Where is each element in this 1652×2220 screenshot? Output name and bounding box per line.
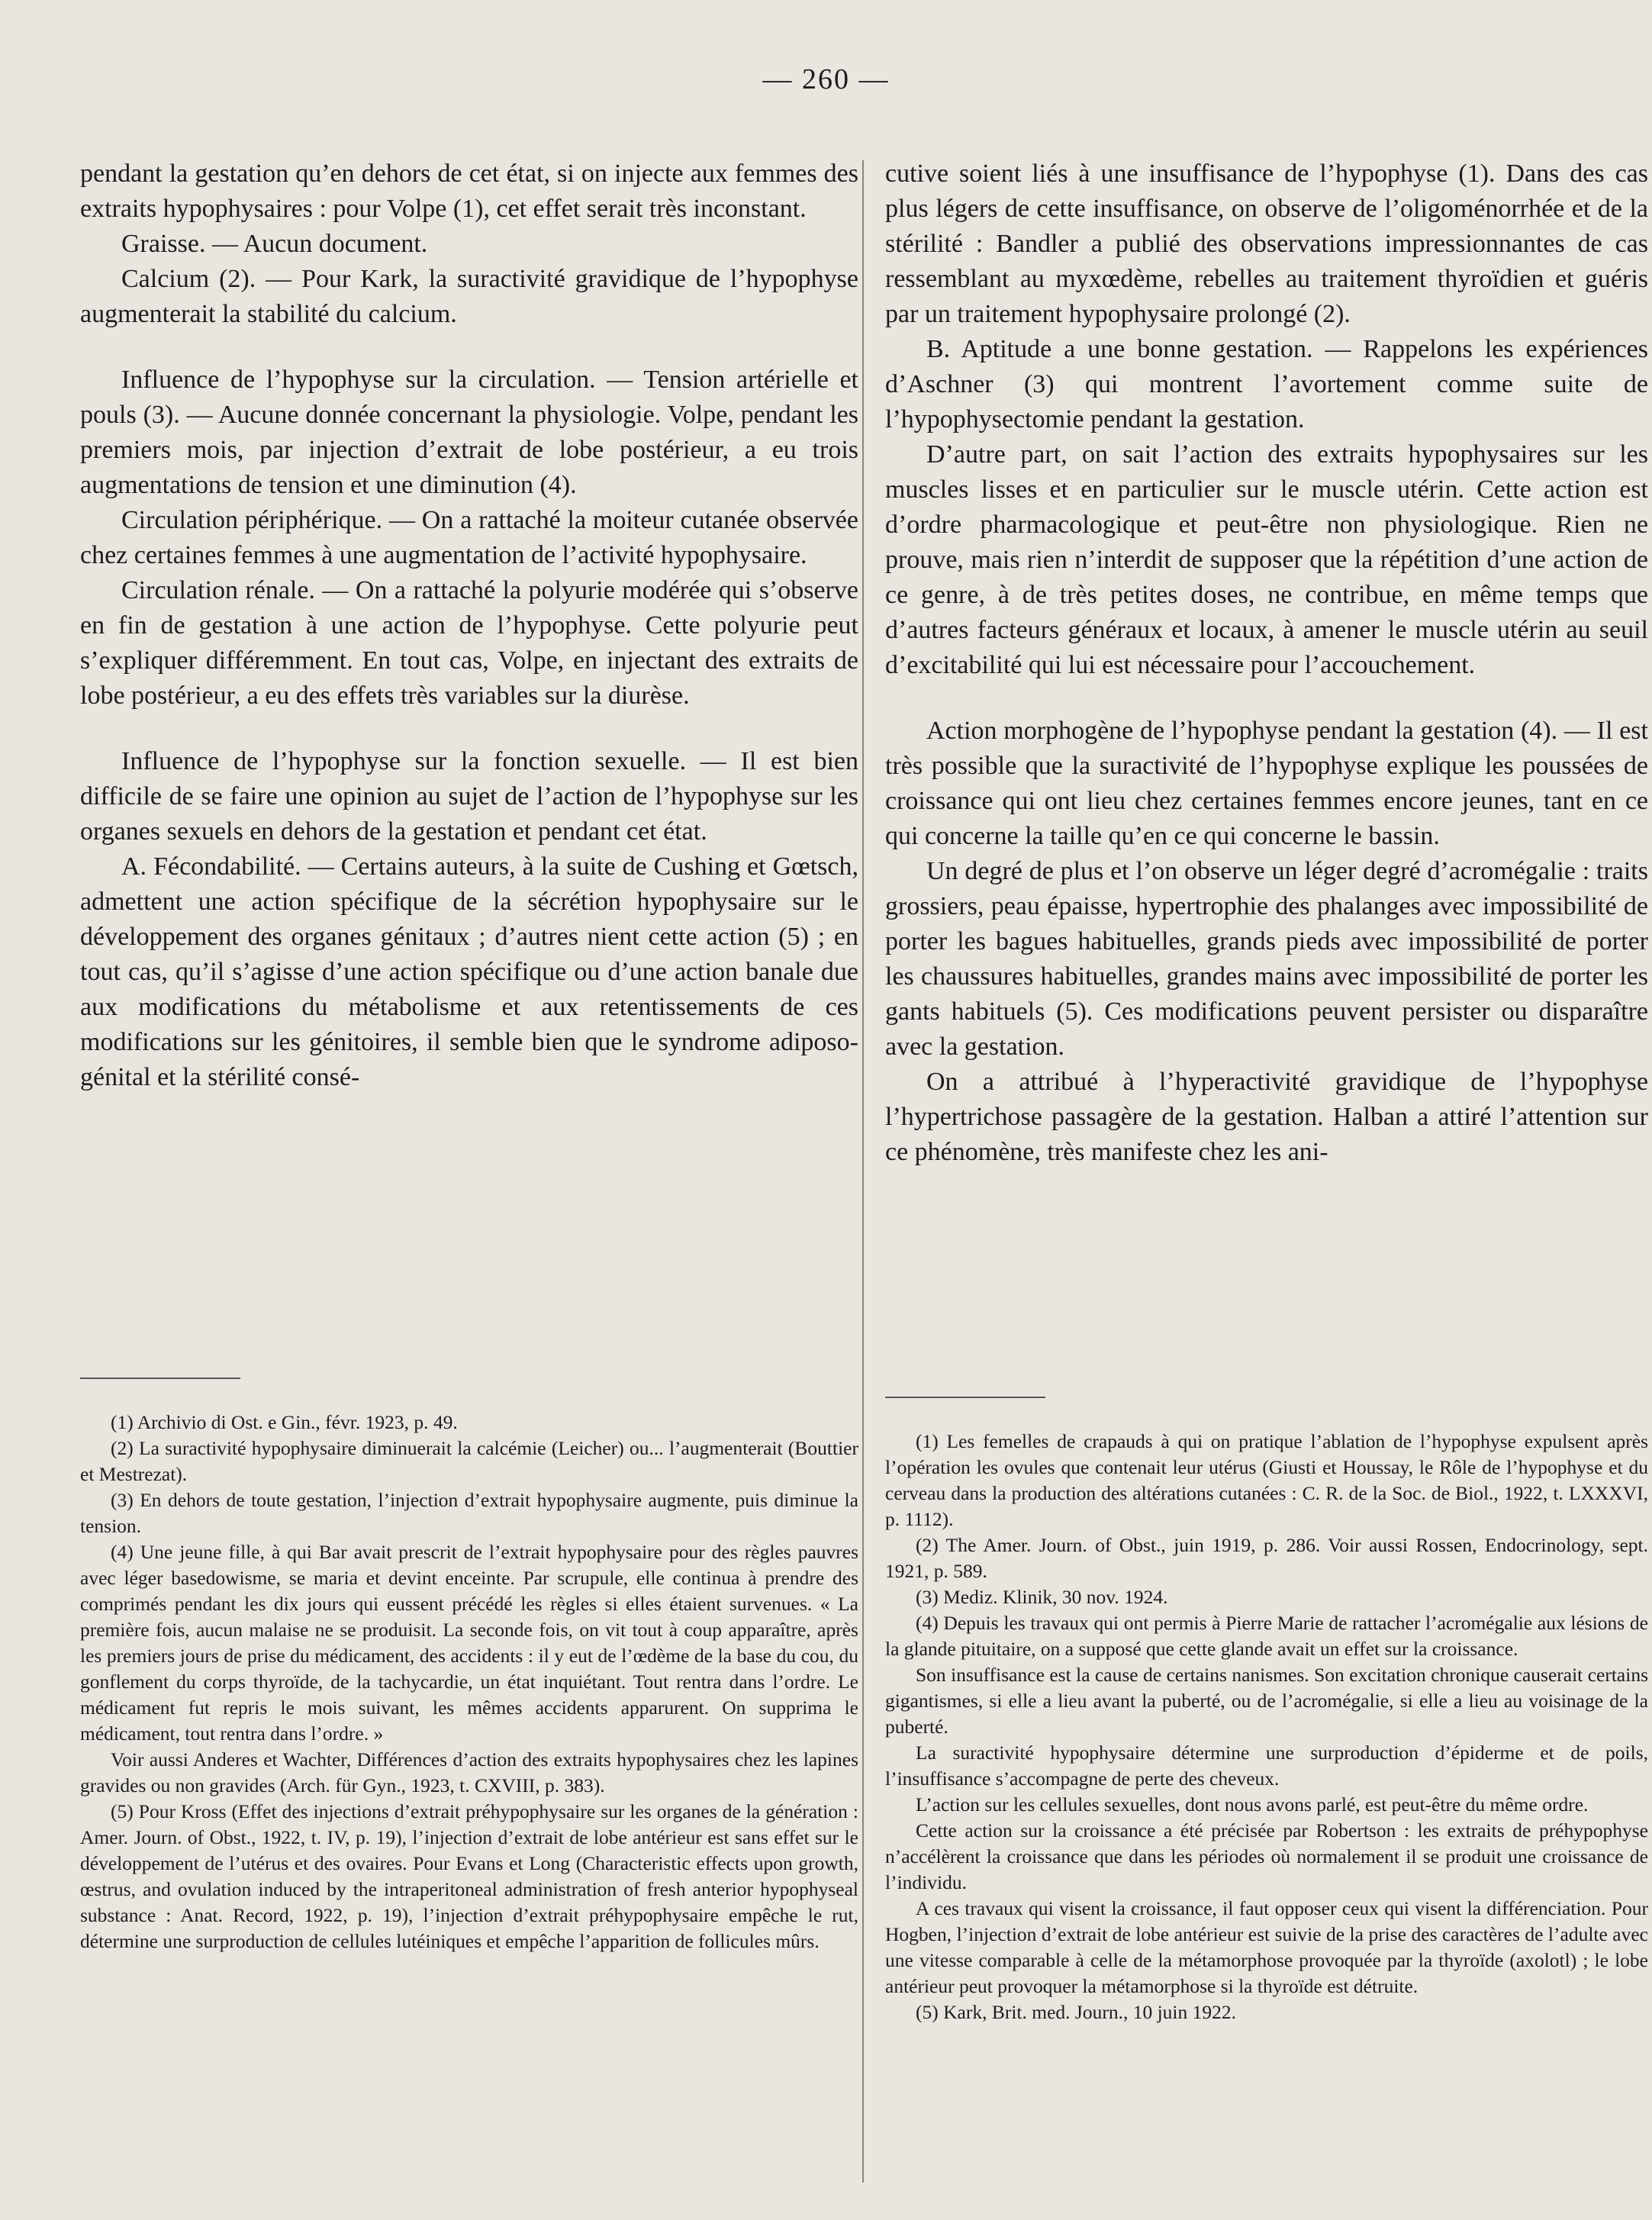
- footnote: A ces travaux qui visent la croissance, il faut opposer ceux qui visent la différenciation. Pour Hogben, l’injection d’extrait de lobe antérieur est suivie de la prise des caractères de l’adulte avec une vitesse comparable à celle de la métamorphose provoquée par la thyroïde (axolotl) ; le lobe antérieur peut provoquer la métamorphose si la thyroïde est détruite.: [885, 1897, 1648, 1997]
- section-paragraph-morphogene: Action morphogène de l’hypophyse pendant la gestation (4). — Il est très possible que la suractivité de l’hypophyse explique les poussées de croissance qui ont lieu chez certaines femmes encore jeunes, tant en ce qui concerne la taille qu’en ce qui concerne le bassin.: [885, 717, 1648, 850]
- footnote: Cette action sur la croissance a été précisée par Robertson : les extraits de préhypophyse n’accélèrent la croissance que dans les périodes où normalement il se produit une croissance de l’individu.: [885, 1819, 1648, 1893]
- footnote: Son insuffisance est la cause de certains nanismes. Son excitation chronique causerait certains gigantismes, si elle a lieu avant la puberté, ou de l’acromégalie, si elle a lieu au voisinage de la puberté.: [885, 1664, 1648, 1738]
- footnote: (4) Depuis les travaux qui ont permis à Pierre Marie de rattacher l’acromégalie aux lésions de la glande pituitaire, on a supposé que cette glande avait un effet sur la croissance.: [885, 1612, 1648, 1660]
- paragraph: Circulation périphérique. — On a rattaché la moiteur cutanée observée chez certaines femmes à une augmentation de l’activité hypophysaire.: [80, 506, 858, 569]
- footnote: Voir aussi Anderes et Wachter, Différences d’action des extraits hypophysaires chez les lapines gravides ou non gravides (Arch. für Gyn., 1923, t. CXVIII, p. 383).: [80, 1748, 858, 1796]
- section-paragraph-fonction-sexuelle: Influence de l’hypophyse sur la fonction sexuelle. — Il est bien difficile de se faire une opinion au sujet de l’action de l’hypophyse sur les organes sexuels en dehors de la gestation et pendant cet état.: [80, 747, 858, 846]
- footnote: (1) Les femelles de crapauds à qui on pratique l’ablation de l’hypophyse expulsent après l’opération les ovules que contenait leur utérus (Giusti et Houssay, le Rôle de l’hypophyse et du cerveau dans la production des altérations cutanées : C. R. de la Soc. de Biol., 1922, t. LXXXVI, p. 1112).: [885, 1430, 1648, 1530]
- footnote: (2) La suractivité hypophysaire diminuerait la calcémie (Leicher) ou... l’augmenterait (Bouttier et Mestrezat).: [80, 1437, 858, 1485]
- footnote: La suractivité hypophysaire détermine une surproduction d’épiderme et de poils, l’insuffisance s’accompagne de perte des cheveux.: [885, 1742, 1648, 1790]
- footnote: (5) Kark, Brit. med. Journ., 10 juin 1922.: [916, 2001, 1236, 2023]
- footnote: (3) En dehors de toute gestation, l’injection d’extrait hypophysaire augmente, puis diminue la tension.: [80, 1489, 858, 1537]
- section-paragraph-circulation: Influence de l’hypophyse sur la circulation. — Tension artérielle et pouls (3). — Aucune donnée concernant la physiologie. Volpe, pendant les premiers mois, par injection d’extrait de lobe postérieur, a eu trois augmentations de tension et une diminution (4).: [80, 366, 858, 499]
- paragraph: Circulation rénale. — On a rattaché la polyurie modérée qui s’observe en fin de gestation à une action de l’hypophyse. Cette polyurie peut s’expliquer différemment. En tout cas, Volpe, en injectant des extraits de lobe postérieur, a eu des effets très variables sur la diurèse.: [80, 576, 858, 710]
- footnote: (4) Une jeune fille, à qui Bar avait prescrit de l’extrait hypophysaire pour des règles pauvres avec léger basedowisme, se maria et devint enceinte. Par scrupule, elle continua à prendre des comprimés pendant les dix jours qui eussent précédé les règles si elles étaient survenues. « La première fois, aucun malaise ne se produisit. La seconde fois, on vit tout à coup apparaître, après les premiers jours de prise du médicament, des accidents : il y eut de l’œdème de la base du cou, du gonflement du corps thyroïde, de la tachycardie, un état inquiétant. Tout rentra dans l’ordre. Le médicament fut repris le mois suivant, les mêmes accidents apparurent. On supprima le médicament, tout rentra dans l’ordre. »: [80, 1541, 858, 1745]
- footnote: (2) The Amer. Journ. of Obst., juin 1919, p. 286. Voir aussi Rossen, Endocrinology, sept. 1921, p. 589.: [885, 1534, 1648, 1582]
- footnote: (1) Archivio di Ost. e Gin., févr. 1923, p. 49.: [111, 1411, 458, 1433]
- paragraph: D’autre part, on sait l’action des extraits hypophysaires sur les muscles lisses et en particulier sur le muscle utérin. Cette action est d’ordre pharmacologique et peut-être non physiologique. Rien ne prouve, mais rien n’interdit de supposer que la répétition d’une action de ce genre, à de très petites doses, ne contribue, en même temps que d’autres facteurs généraux et locaux, à amener le muscle utérin au seuil d’excitabilité qui lui est nécessaire pour l’accouchement.: [885, 440, 1648, 679]
- paragraph: pendant la gestation qu’en dehors de cet état, si on injecte aux femmes des extraits hypophysaires : pour Volpe (1), cet effet serait très inconstant.: [80, 159, 858, 223]
- footnote: (3) Mediz. Klinik, 30 nov. 1924.: [916, 1586, 1168, 1608]
- page-number: — 260 —: [762, 63, 890, 95]
- paragraph: B. Aptitude a une bonne gestation. — Rappelons les expériences d’Aschner (3) qui montrent l’avortement comme suite de l’hypophysectomie pendant la gestation.: [885, 335, 1648, 433]
- footnote-rule: [885, 1397, 1045, 1398]
- right-footnotes: [885, 1397, 1648, 2025]
- footnote: L’action sur les cellules sexuelles, dont nous avons parlé, est peut-être du même ordre.: [916, 1793, 1589, 1816]
- right-column: [885, 156, 1648, 1170]
- paragraph: Un degré de plus et l’on observe un léger degré d’acromégalie : traits grossiers, peau épaisse, hypertrophie des phalanges avec impossibilité de porter les bagues habituelles, grands pieds avec impossibilité de porter les chaussures habituelles, grandes mains avec impossibilité de porter les gants habituels (5). Ces modifications peuvent persister ou disparaître avec la gestation.: [885, 857, 1648, 1061]
- paragraph: Graisse. — Aucun document.: [121, 230, 428, 258]
- left-column: [80, 156, 858, 1095]
- paragraph: A. Fécondabilité. — Certains auteurs, à la suite de Cushing et Gœtsch, admettent une action spécifique de la sécrétion hypophysaire sur le développement des organes génitaux ; d’autres nient cette action (5) ; en tout cas, qu’il s’agisse d’une action spécifique ou d’une action banale due aux modifications du métabolisme et aux retentissements de ces modifications sur les génitoires, il semble bien que le syndrome adiposo-génital et la stérilité consé-: [80, 852, 858, 1091]
- footnote-rule: [80, 1377, 240, 1379]
- paragraph: cutive soient liés à une insuffisance de l’hypophyse (1). Dans des cas plus légers de cette insuffisance, on observe de l’oligoménorrhée et de la stérilité : Bandler a publié des observations impressionnantes de cas ressemblant au myxœdème, rebelles au traitement thyroïdien et guéris par un traitement hypophysaire prolongé (2).: [885, 159, 1648, 328]
- footnote: (5) Pour Kross (Effet des injections d’extrait préhypophysaire sur les organes de la génération : Amer. Journ. of Obst., 1922, t. IV, p. 19), l’injection d’extrait de lobe antérieur est sans effet sur le développement de l’utérus et des ovaires. Pour Evans et Long (Characteristic effects upon growth, œstrus, and ovulation induced by the intraperitoneal administration of fresh anterior hypophyseal substance : Anat. Record, 1922, p. 19), l’injection d’extrait préhypophysaire empêche le rut, détermine une surproduction de cellules lutéiniques et empêche l’apparition de follicules mûrs.: [80, 1800, 858, 1952]
- paragraph: On a attribué à l’hyperactivité gravidique de l’hypophyse l’hypertrichose passagère de la gestation. Halban a attiré l’attention sur ce phénomène, très manifeste chez les ani-: [885, 1068, 1648, 1166]
- column-divider: [862, 160, 864, 2183]
- left-footnotes: [80, 1377, 858, 1954]
- paragraph: Calcium (2). — Pour Kark, la suractivité gravidique de l’hypophyse augmenterait la stabilité du calcium.: [80, 265, 858, 328]
